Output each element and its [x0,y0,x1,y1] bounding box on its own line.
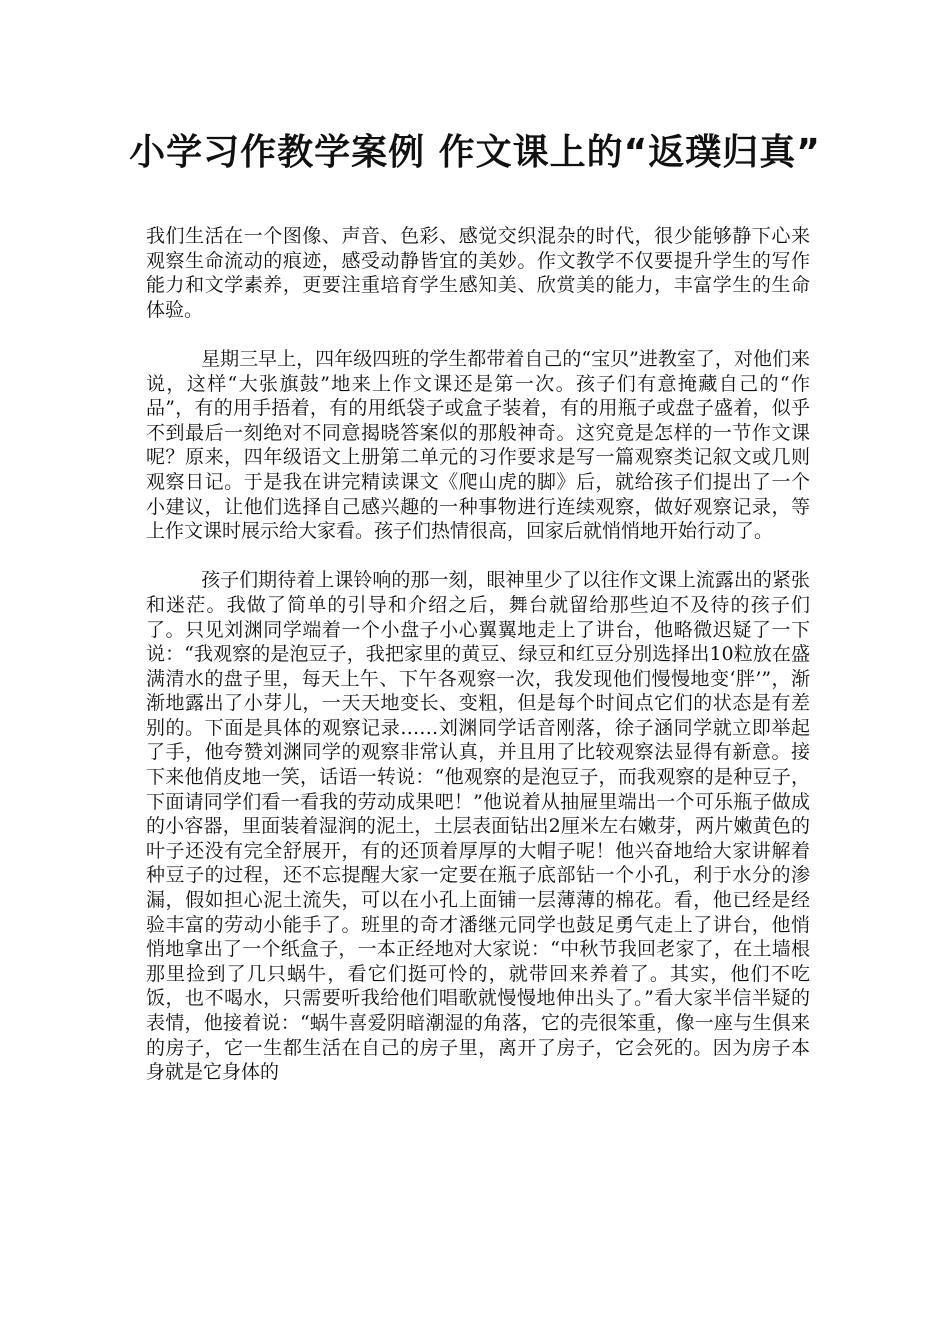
body-paragraph: 星期三早上，四年级四班的学生都带着自己的“宝贝”进教室了，对他们来说，这样“大张旗鼓”地来上作文课还是第一次。孩子们有意掩藏自己的“作品”，有的用手捂着，有的用纸袋子或盒子装着，有的用瓶子或盘子盛着，似乎不到最后一刻绝对不同意揭晓答案似的那般神奇。这究竟是怎样的一节作文课呢？原来，四年级语文上册第二单元的习作要求是写一篇观察类记叙文或几则观察日记。于是我在讲完精读课文《爬山虎的脚》后，就给孩子们提出了一个小建议，让他们选择自己感兴趣的一种事物进行连续观察，做好观察记录，等上作文课时展示给大家看。孩子们热情很高，回家后就悄悄地开始行动了。 [146,347,810,543]
document-body [146,224,810,1085]
intro-paragraph: 我们生活在一个图像、声音、色彩、感觉交织混杂的时代，很少能够静下心来观察生命流动的痕迹，感受动静皆宜的美妙。作文教学不仅要提升学生的写作能力和文学素养，更要注重培育学生感知美、欣赏美的能力，丰富学生的生命体验。 [146,225,810,321]
body-paragraph: 孩子们期待着上课铃响的那一刻，眼神里少了以往作文课上流露出的紧张和迷茫。我做了简单的引导和介绍之后，舞台就留给那些迫不及待的孩子们了。只见刘渊同学端着一个小盘子小心翼翼地走上了讲台，他略微迟疑了一下说：“我观察的是泡豆子，我把家里的黄豆、绿豆和红豆分别选择出10粒放在盛满清水的盘子里，每天上午、下午各观察一次，我发现他们慢慢地变‘胖’”，渐渐地露出了小芽儿，一天天地变长、变粗，但是每个时间点它们的状态是有差别的。下面是具体的观察记录……刘渊同学话音刚落，徐子涵同学就立即举起了手，他夸赞刘渊同学的观察非常认真，并且用了比较观察法显得有新意。接下来他俏皮地一笑，话语一转说：“他观察的是泡豆子，而我观察的是种豆子，下面请同学们看一看我的劳动成果吧！”他说着从抽屉里端出一个可乐瓶子做成的小容器，里面装着湿润的泥土，土层表面钻出2厘米左右嫩芽，两片嫩黄色的叶子还没有完全舒展开，有的还顶着厚厚的大帽子呢！他兴奋地给大家讲解着种豆子的过程，还不忘提醒大家一定要在瓶子底部钻一个小孔，利于水分的渗漏，假如担心泥土流失，可以在小孔上面铺一层薄薄的棉花。看，他已经是经验丰富的劳动小能手了。班里的奇才潘继元同学也鼓足勇气走上了讲台，他悄悄地拿出了一个纸盒子，一本正经地对大家说：“中秋节我回老家了，在土墙根那里捡到了几只蜗牛，看它们挺可怜的，就带回来养着了。其实，他们不吃饭，也不喝水，只需要听我给他们唱歌就慢慢地伸出头了。”看大家半信半疑的表情，他接着说：“蜗牛喜爱阴暗潮湿的角落，它的壳很笨重，像一座与生俱来的房子，它一生都生活在自己的房子里，离开了房子，它会死的。因为房子本身就是它身体的 [146,569,810,1084]
document-title: 小学习作教学案例 作文课上的“返璞归真” [129,132,821,173]
